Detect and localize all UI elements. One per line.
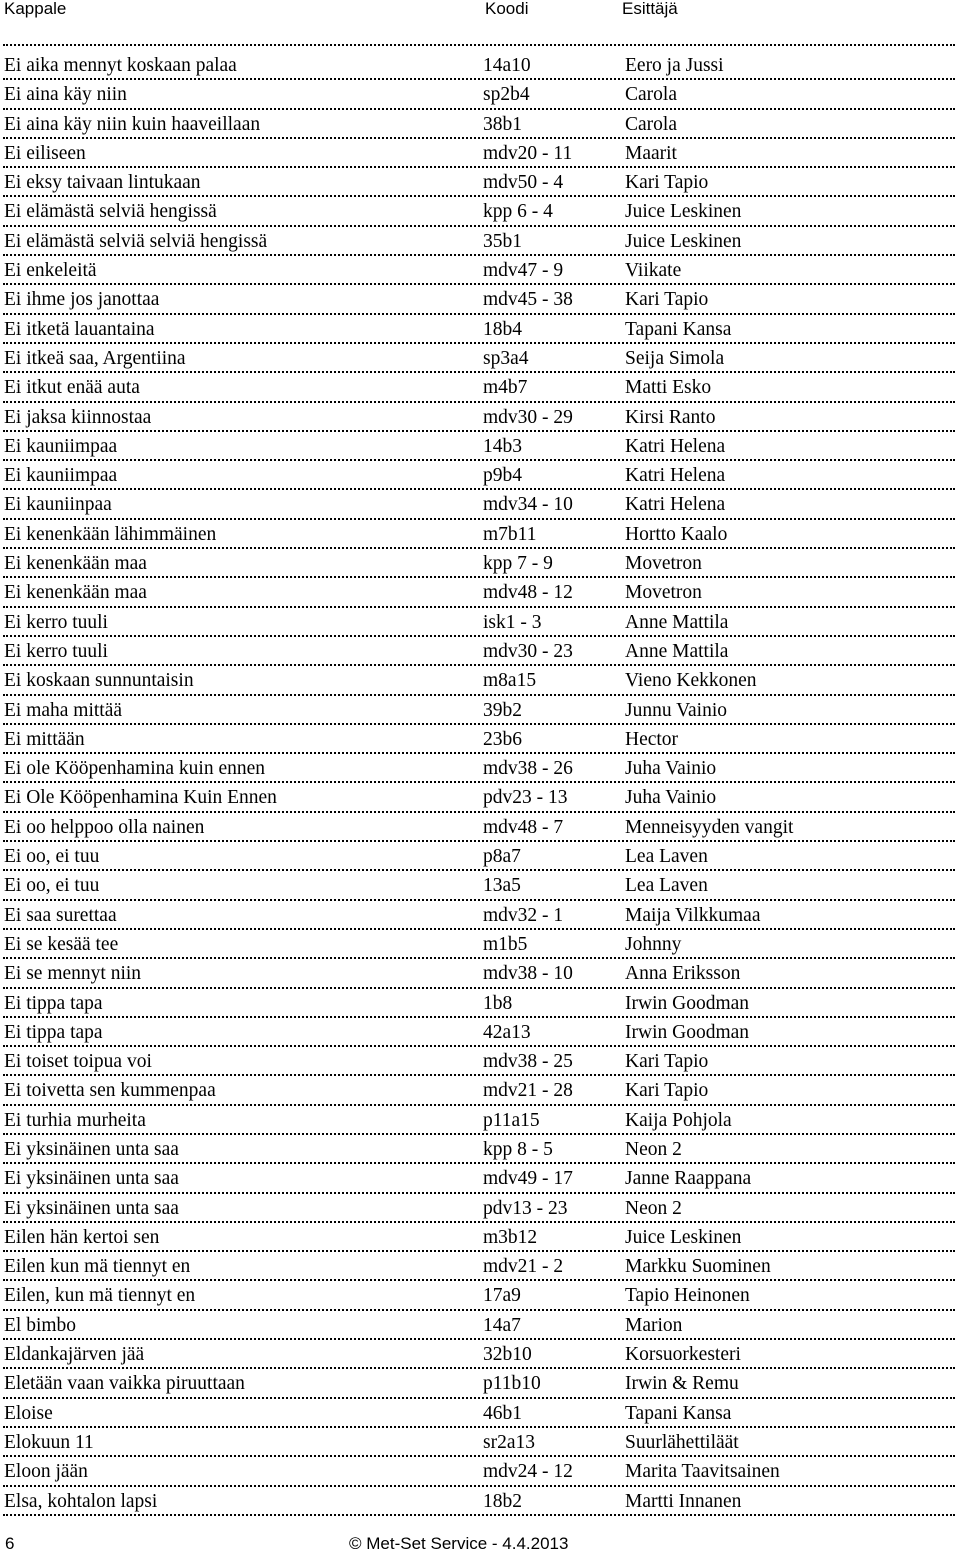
song-code: mdv32 - 1 (483, 904, 564, 926)
song-artist: Carola (625, 113, 677, 135)
song-artist: Marion (625, 1314, 683, 1336)
list-item (3, 666, 955, 695)
song-artist: Tapani Kansa (625, 1402, 732, 1424)
list-item (3, 1428, 955, 1457)
song-artist: Kari Tapio (625, 172, 709, 194)
page-number: 6 (5, 1534, 15, 1553)
song-title: Ei yksinäinen unta saa (4, 1197, 179, 1219)
song-title: Eilen hän kertoi sen (4, 1226, 160, 1248)
list-item (3, 490, 955, 519)
song-title: Ei kerro tuuli (4, 611, 108, 633)
song-artist: Maija Vilkkumaa (625, 904, 761, 926)
song-artist: Korsuorkesteri (625, 1344, 741, 1366)
song-code: mdv45 - 38 (483, 289, 573, 311)
song-code: 39b2 (483, 699, 522, 721)
song-title: Ei kenenkään maa (4, 553, 147, 575)
song-title: Ei ihme jos janottaa (4, 289, 160, 311)
song-artist: Anne Mattila (625, 640, 729, 662)
song-code: kpp 8 - 5 (483, 1138, 553, 1160)
song-title: Ei enkeleitä (4, 260, 97, 282)
song-code: mdv30 - 23 (483, 640, 573, 662)
song-title: Eilen, kun mä tiennyt en (4, 1285, 196, 1307)
list-item (3, 842, 955, 871)
list-item (3, 110, 955, 139)
song-title: Eloon jään (4, 1461, 88, 1483)
song-code: mdv47 - 9 (483, 260, 564, 282)
song-artist: Matti Esko (625, 377, 712, 399)
song-code: sp3a4 (483, 347, 529, 369)
list-item (3, 1340, 955, 1369)
song-artist: Martti Innanen (625, 1490, 742, 1512)
list-item (3, 1457, 955, 1486)
song-code: 38b1 (483, 113, 522, 135)
song-artist: Menneisyyden vangit (625, 816, 794, 838)
song-artist: Lea Laven (625, 875, 708, 897)
song-artist: Irwin Goodman (625, 992, 750, 1014)
list-item (3, 1047, 955, 1076)
list-item (3, 608, 955, 637)
list-item (3, 227, 955, 256)
song-artist: Movetron (625, 553, 702, 575)
song-code: kpp 6 - 4 (483, 201, 553, 223)
song-code: mdv20 - 11 (483, 142, 573, 164)
song-code: 23b6 (483, 728, 522, 750)
song-title: Ei turhia murheita (4, 1109, 146, 1131)
song-title: Ei toiset toipua voi (4, 1051, 152, 1073)
song-code: 18b4 (483, 318, 522, 340)
song-code: p11a15 (483, 1109, 540, 1131)
header-divider (3, 44, 955, 46)
song-title: Ei tippa tapa (4, 992, 103, 1014)
song-title: Ei kerro tuuli (4, 640, 108, 662)
song-code: m1b5 (483, 933, 528, 955)
song-code: mdv34 - 10 (483, 494, 573, 516)
list-item (3, 315, 955, 344)
song-code: 18b2 (483, 1490, 522, 1512)
list-item (3, 989, 955, 1018)
song-artist: Anne Mattila (625, 611, 729, 633)
list-item (3, 696, 955, 725)
song-code: mdv30 - 29 (483, 406, 573, 428)
song-title: Ei aina käy niin (4, 84, 127, 106)
song-code: pdv23 - 13 (483, 787, 568, 809)
column-header-artist: Esittäjä (622, 0, 678, 18)
list-item (3, 1487, 955, 1516)
song-artist: Eero ja Jussi (625, 55, 724, 76)
song-code: 46b1 (483, 1402, 522, 1424)
list-item (3, 725, 955, 754)
song-code: isk1 - 3 (483, 611, 542, 633)
copyright-notice: © Met-Set Service - 4.4.2013 (349, 1534, 569, 1553)
song-title: Eloise (4, 1402, 53, 1424)
song-code: 14a7 (483, 1314, 521, 1336)
song-title: Ei koskaan sunnuntaisin (4, 670, 194, 692)
song-code: m7b11 (483, 523, 537, 545)
song-title: Ei mittään (4, 728, 85, 750)
song-title: Ei ole Kööpenhamina kuin ennen (4, 758, 266, 780)
column-header-song: Kappale (4, 0, 67, 18)
list-item (3, 168, 955, 197)
song-artist: Katri Helena (625, 494, 726, 516)
song-title: Ei elämästä selviä selviä hengissä (4, 230, 268, 252)
song-artist: Juice Leskinen (625, 230, 742, 252)
song-artist: Juice Leskinen (625, 1226, 742, 1248)
song-artist: Lea Laven (625, 846, 708, 868)
song-artist: Anna Eriksson (625, 963, 741, 985)
song-code: mdv38 - 26 (483, 758, 573, 780)
song-title: Ei kauniinpaa (4, 494, 112, 516)
song-code: m8a15 (483, 670, 537, 692)
song-title: Ei se mennyt niin (4, 963, 142, 985)
song-artist: Katri Helena (625, 435, 726, 457)
song-artist: Irwin & Remu (625, 1373, 739, 1395)
list-item (3, 813, 955, 842)
song-title: Ei se kesää tee (4, 933, 119, 955)
song-code: sp2b4 (483, 84, 530, 106)
song-artist: Movetron (625, 582, 702, 604)
list-item (3, 1164, 955, 1193)
song-code: pdv13 - 23 (483, 1197, 568, 1219)
song-title: Ei itketä lauantaina (4, 318, 155, 340)
song-code: 14a10 (483, 55, 531, 76)
song-code: kpp 7 - 9 (483, 553, 553, 575)
song-title: Ei oo, ei tuu (4, 846, 100, 868)
column-header (0, 0, 960, 22)
list-item (3, 1106, 955, 1135)
song-code: 14b3 (483, 435, 522, 457)
song-title: Ei itkeä saa, Argentiina (4, 347, 186, 369)
song-artist: Hector (625, 728, 679, 750)
list-item (3, 197, 955, 226)
list-item (3, 1194, 955, 1223)
song-code: 35b1 (483, 230, 522, 252)
song-artist: Carola (625, 84, 677, 106)
song-artist: Maarit (625, 142, 677, 164)
song-title: Eletään vaan vaikka piruuttaan (4, 1373, 245, 1395)
list-item (3, 461, 955, 490)
list-item (3, 930, 955, 959)
song-title: Ei Ole Kööpenhamina Kuin Ennen (4, 787, 277, 809)
list-item (3, 1311, 955, 1340)
list-item (3, 1399, 955, 1428)
song-title: Ei elämästä selviä hengissä (4, 201, 217, 223)
song-artist: Neon 2 (625, 1197, 682, 1219)
song-artist: Juha Vainio (625, 787, 717, 809)
song-artist: Hortto Kaalo (625, 523, 728, 545)
list-item (3, 432, 955, 461)
song-artist: Kari Tapio (625, 1080, 709, 1102)
list-item (3, 549, 955, 578)
song-artist: Kari Tapio (625, 289, 709, 311)
song-artist: Seija Simola (625, 347, 725, 369)
song-title: Ei saa surettaa (4, 904, 117, 926)
song-artist: Marita Taavitsainen (625, 1461, 780, 1483)
song-title: Ei yksinäinen unta saa (4, 1138, 179, 1160)
list-item (3, 1252, 955, 1281)
list-item (3, 1076, 955, 1105)
song-artist: Vieno Kekkonen (625, 670, 757, 692)
column-header-code: Koodi (485, 0, 529, 18)
song-title: Ei jaksa kiinnostaa (4, 406, 152, 428)
song-artist: Tapani Kansa (625, 318, 732, 340)
song-title: Ei tippa tapa (4, 1021, 103, 1043)
list-item (3, 344, 955, 373)
song-artist: Markku Suominen (625, 1256, 771, 1278)
song-artist: Junnu Vainio (625, 699, 728, 721)
list-item (3, 637, 955, 666)
song-title: Eldankajärven jää (4, 1344, 145, 1366)
song-code: p9b4 (483, 465, 522, 487)
song-code: mdv21 - 2 (483, 1256, 564, 1278)
song-list (0, 51, 960, 1516)
song-artist: Johnny (625, 933, 682, 955)
song-title: Ei eksy taivaan lintukaan (4, 172, 201, 194)
song-artist: Juice Leskinen (625, 201, 742, 223)
song-artist: Kirsi Ranto (625, 406, 716, 428)
song-artist: Kaija Pohjola (625, 1109, 732, 1131)
song-title: El bimbo (4, 1314, 77, 1336)
song-code: mdv38 - 25 (483, 1051, 573, 1073)
song-code: 42a13 (483, 1021, 531, 1043)
song-title: Ei oo, ei tuu (4, 875, 100, 897)
song-code: 32b10 (483, 1344, 532, 1366)
song-title: Ei kauniimpaa (4, 465, 118, 487)
list-item (3, 1018, 955, 1047)
song-title: Ei toivetta sen kummenpaa (4, 1080, 216, 1102)
song-code: mdv48 - 12 (483, 582, 573, 604)
song-title: Ei maha mittää (4, 699, 123, 721)
list-item (3, 1223, 955, 1252)
list-item (3, 1135, 955, 1164)
song-title: Ei aina käy niin kuin haaveillaan (4, 113, 261, 135)
song-title: Elsa, kohtalon lapsi (4, 1490, 158, 1512)
song-code: mdv24 - 12 (483, 1461, 573, 1483)
song-code: mdv48 - 7 (483, 816, 564, 838)
list-item (3, 1281, 955, 1310)
song-artist: Janne Raappana (625, 1168, 752, 1190)
page-footer (0, 1534, 960, 1554)
song-code: mdv50 - 4 (483, 172, 564, 194)
song-code: 17a9 (483, 1285, 521, 1307)
list-item (3, 959, 955, 988)
list-item (3, 871, 955, 900)
song-title: Ei kenenkään lähimmäinen (4, 523, 217, 545)
song-title: Eilen kun mä tiennyt en (4, 1256, 191, 1278)
song-code: 13a5 (483, 875, 521, 897)
song-code: m3b12 (483, 1226, 538, 1248)
song-code: 1b8 (483, 992, 513, 1014)
list-item (3, 1369, 955, 1398)
list-item (3, 256, 955, 285)
song-title: Ei kauniimpaa (4, 435, 118, 457)
list-item (3, 783, 955, 812)
song-title: Ei yksinäinen unta saa (4, 1168, 179, 1190)
song-artist: Viikate (625, 260, 682, 282)
list-item (3, 578, 955, 607)
list-item (3, 80, 955, 109)
list-item (3, 51, 955, 80)
song-code: p8a7 (483, 846, 521, 868)
song-artist: Tapio Heinonen (625, 1285, 750, 1307)
song-artist: Kari Tapio (625, 1051, 709, 1073)
song-title: Ei itkut enää auta (4, 377, 140, 399)
song-code: mdv38 - 10 (483, 963, 573, 985)
list-item (3, 403, 955, 432)
list-item (3, 901, 955, 930)
song-code: sr2a13 (483, 1431, 535, 1453)
song-artist: Irwin Goodman (625, 1021, 750, 1043)
song-code: mdv49 - 17 (483, 1168, 573, 1190)
list-item (3, 520, 955, 549)
list-item (3, 754, 955, 783)
song-code: m4b7 (483, 377, 528, 399)
song-artist: Juha Vainio (625, 758, 717, 780)
song-title: Ei kenenkään maa (4, 582, 147, 604)
song-artist: Neon 2 (625, 1138, 682, 1160)
list-item (3, 373, 955, 402)
song-title: Ei aika mennyt koskaan palaa (4, 55, 237, 76)
song-artist: Katri Helena (625, 465, 726, 487)
song-artist: Suurlähettiläät (625, 1431, 739, 1453)
song-title: Elokuun 11 (4, 1431, 94, 1453)
song-title: Ei eiliseen (4, 142, 86, 164)
song-code: mdv21 - 28 (483, 1080, 573, 1102)
list-item (3, 139, 955, 168)
list-item (3, 285, 955, 314)
song-title: Ei oo helppoo olla nainen (4, 816, 205, 838)
song-code: p11b10 (483, 1373, 541, 1395)
